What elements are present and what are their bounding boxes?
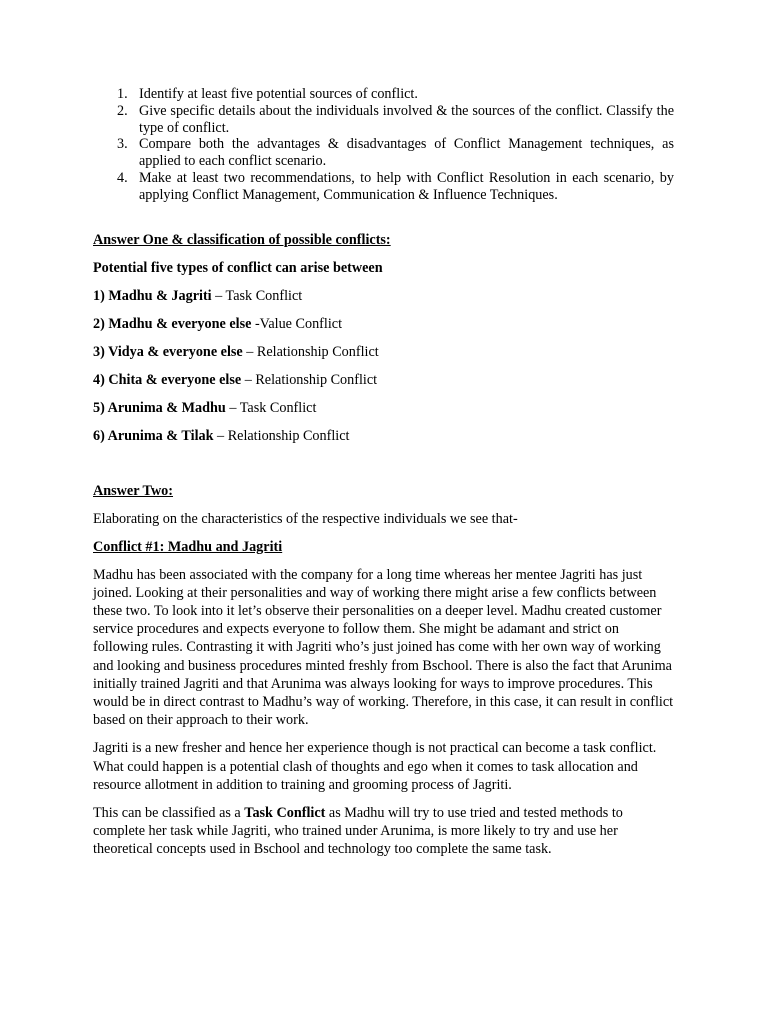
task-item: 4. Make at least two recommendations, to help with Conflict Resolution in each scenario, by applying Conflict Management, Communication & Influence Techniques. [117,169,674,203]
task-item: 1. Identify at least five potential sources of conflict. [117,86,418,102]
task-list [117,86,674,204]
conflict1-paragraph-2: Jagriti is a new fresher and hence her experience though is not practical can become a task conflict. What could happen is a potential clash of thoughts and ego when it comes to task allocation and resource allotment in addition to training and grooming process of Jagriti. [93,740,657,793]
answer-two-heading: Answer Two: [93,482,174,499]
task-conflict-term: Task Conflict [244,805,326,822]
conflict-list-item: 4) Chita & everyone else – Relationship Conflict [93,371,378,388]
answer-two-intro: Elaborating on the characteristics of the respective individuals we see that- [93,510,518,527]
answer-one-intro: Potential five types of conflict can arise between [93,259,383,276]
conflict-list-item: 5) Arunima & Madhu – Task Conflict [93,399,317,416]
conflict-list-item: 6) Arunima & Tilak – Relationship Conflict [93,427,350,444]
conflict-list-item: 3) Vidya & everyone else – Relationship Conflict [93,343,379,360]
conflict1-heading: Conflict #1: Madhu and Jagriti [93,538,283,555]
task-item: 3. Compare both the advantages & disadvantages of Conflict Management techniques, as applied to each conflict scenario. [117,136,674,170]
task-text: Make at least two recommendations, to help with Conflict Resolution in each scenario, by applying Conflict Management, Communication & Influence Techniques. [139,169,674,203]
task-text: Compare both the advantages & disadvantages of Conflict Management techniques, as applied to each conflict scenario. [139,136,674,170]
task-text: Give specific details about the individuals involved & the sources of the conflict. Classify the type of conflict. [139,102,674,136]
conflict1-paragraph-1: Madhu has been associated with the company for a long time whereas her mentee Jagriti has just joined. Looking at their personalities and way of working there might arise a few conflicts between these two. To look into it let’s observe their personalities on a deeper level. Madhu created customer service procedures and expects everyone to follow them. She might be adamant and strict on following rules. Contrasting it with Jagriti who’s just joined has come with her own way of working and looking and business procedures minted freshly from Bschool. There is also the fact that Arunima initially trained Jagriti and that Arunima was always looking for ways to improve procedures. This would be in direct contrast to Madhu’s way of working. Therefore, in this case, it can result in conflict based on their approach to their work. [93,566,674,729]
conflict1-paragraph-3: This can be classified as a Task Conflict as Madhu will try to use tried and tested methods to complete her task while Jagriti, who trained under Arunima, is more likely to try and use her theoretical concepts used in Bschool and technology too complete the same task. [93,805,623,858]
conflict-list-item: 2) Madhu & everyone else -Value Conflict [93,315,343,332]
conflict-list-item: 1) Madhu & Jagriti – Task Conflict [93,287,303,304]
document-page [93,86,674,859]
task-item: 2. Give specific details about the individuals involved & the sources of the conflict. Classify the type of conflict. [117,102,674,136]
task-text: Identify at least five potential sources of conflict. [139,86,418,102]
answer-one-heading: Answer One & classification of possible conflicts: [93,231,391,248]
